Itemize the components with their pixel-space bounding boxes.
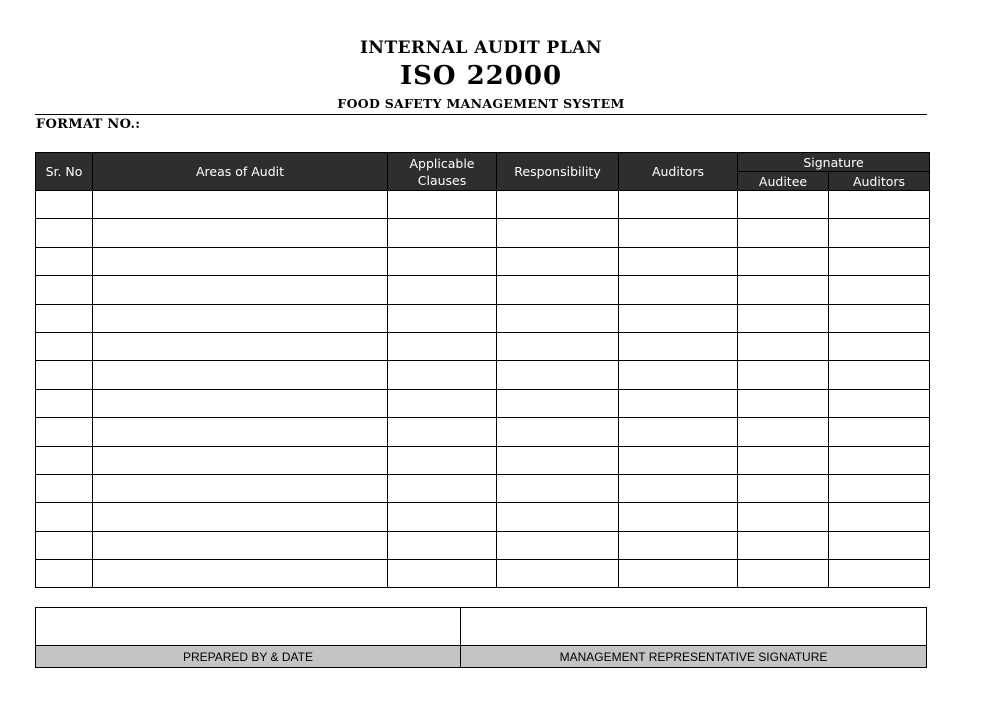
- auditee-signature-cell[interactable]: [738, 191, 829, 219]
- auditors-signature-cell[interactable]: [829, 389, 930, 417]
- header-sr-no: Sr. No: [36, 153, 93, 191]
- applicable-clauses-cell[interactable]: [388, 418, 497, 446]
- sr-no-cell[interactable]: [36, 219, 93, 247]
- header-signature-auditors: Auditors: [829, 172, 930, 191]
- table-row: [36, 474, 930, 502]
- areas-of-audit-cell[interactable]: [93, 276, 388, 304]
- sr-no-cell[interactable]: [36, 332, 93, 360]
- table-row: [36, 247, 930, 275]
- applicable-clauses-cell[interactable]: [388, 503, 497, 531]
- applicable-clauses-cell[interactable]: [388, 247, 497, 275]
- areas-of-audit-cell[interactable]: [93, 474, 388, 502]
- standard-name: ISO 22000: [399, 61, 563, 91]
- auditors-signature-cell[interactable]: [829, 560, 930, 588]
- sr-no-cell[interactable]: [36, 446, 93, 474]
- areas-of-audit-cell[interactable]: [93, 503, 388, 531]
- sr-no-cell[interactable]: [36, 247, 93, 275]
- mr-signature-field[interactable]: [461, 608, 927, 646]
- auditors-signature-cell[interactable]: [829, 361, 930, 389]
- responsibility-cell[interactable]: [497, 219, 619, 247]
- header-divider: [35, 114, 927, 115]
- sr-no-cell[interactable]: [36, 389, 93, 417]
- approval-table: [35, 607, 927, 668]
- auditee-signature-cell[interactable]: [738, 389, 829, 417]
- auditors-signature-cell[interactable]: [829, 531, 930, 559]
- areas-of-audit-cell[interactable]: [93, 191, 388, 219]
- auditors-signature-cell[interactable]: [829, 276, 930, 304]
- applicable-clauses-cell[interactable]: [388, 446, 497, 474]
- auditee-signature-cell[interactable]: [738, 560, 829, 588]
- auditee-signature-cell[interactable]: [738, 332, 829, 360]
- auditors-cell[interactable]: [619, 389, 738, 417]
- auditors-cell[interactable]: [619, 361, 738, 389]
- table-row: [36, 560, 930, 588]
- responsibility-cell[interactable]: [497, 389, 619, 417]
- auditors-cell[interactable]: [619, 418, 738, 446]
- responsibility-cell[interactable]: [497, 560, 619, 588]
- auditors-signature-cell[interactable]: [829, 247, 930, 275]
- table-row: [36, 361, 930, 389]
- table-row: [36, 418, 930, 446]
- prepared-by-signature-field[interactable]: [36, 608, 461, 646]
- auditors-signature-cell[interactable]: [829, 474, 930, 502]
- auditee-signature-cell[interactable]: [738, 219, 829, 247]
- auditee-signature-cell[interactable]: [738, 276, 829, 304]
- areas-of-audit-cell[interactable]: [93, 247, 388, 275]
- sr-no-cell[interactable]: [36, 418, 93, 446]
- areas-of-audit-cell[interactable]: [93, 389, 388, 417]
- auditee-signature-cell[interactable]: [738, 247, 829, 275]
- auditors-cell[interactable]: [619, 332, 738, 360]
- sr-no-cell[interactable]: [36, 503, 93, 531]
- table-row: [36, 191, 930, 219]
- auditors-cell[interactable]: [619, 560, 738, 588]
- prepared-by-label: PREPARED BY & DATE: [36, 646, 461, 668]
- areas-of-audit-cell[interactable]: [93, 531, 388, 559]
- areas-of-audit-cell[interactable]: [93, 560, 388, 588]
- sr-no-cell[interactable]: [36, 361, 93, 389]
- auditors-cell[interactable]: [619, 446, 738, 474]
- applicable-clauses-cell[interactable]: [388, 191, 497, 219]
- auditors-signature-cell[interactable]: [829, 446, 930, 474]
- responsibility-cell[interactable]: [497, 276, 619, 304]
- applicable-clauses-cell[interactable]: [388, 531, 497, 559]
- table-row: [36, 503, 930, 531]
- sr-no-cell[interactable]: [36, 560, 93, 588]
- table-row: [36, 531, 930, 559]
- auditors-cell[interactable]: [619, 219, 738, 247]
- audit-plan-rows: [36, 191, 930, 588]
- auditee-signature-cell[interactable]: [738, 503, 829, 531]
- audit-plan-table: [35, 152, 930, 588]
- auditors-signature-cell[interactable]: [829, 418, 930, 446]
- auditors-cell[interactable]: [619, 304, 738, 332]
- responsibility-cell[interactable]: [497, 332, 619, 360]
- header-applicable-clauses: Applicable Clauses: [388, 153, 497, 191]
- auditee-signature-cell[interactable]: [738, 474, 829, 502]
- header-signature-auditee: Auditee: [738, 172, 829, 191]
- table-row: [36, 389, 930, 417]
- auditors-signature-cell[interactable]: [829, 332, 930, 360]
- responsibility-cell[interactable]: [497, 474, 619, 502]
- header-signature: Signature: [738, 153, 930, 172]
- auditors-signature-cell[interactable]: [829, 304, 930, 332]
- auditors-cell[interactable]: [619, 503, 738, 531]
- format-number-label: FORMAT NO.:: [36, 117, 141, 132]
- applicable-clauses-cell[interactable]: [388, 219, 497, 247]
- system-name: FOOD SAFETY MANAGEMENT SYSTEM: [337, 96, 625, 111]
- mr-signature-label: MANAGEMENT REPRESENTATIVE SIGNATURE: [461, 646, 927, 668]
- sr-no-cell[interactable]: [36, 304, 93, 332]
- table-row: [36, 332, 930, 360]
- auditors-signature-cell[interactable]: [829, 503, 930, 531]
- responsibility-cell[interactable]: [497, 304, 619, 332]
- areas-of-audit-cell[interactable]: [93, 332, 388, 360]
- applicable-clauses-cell[interactable]: [388, 304, 497, 332]
- header-areas-of-audit: Areas of Audit: [93, 153, 388, 191]
- areas-of-audit-cell[interactable]: [93, 361, 388, 389]
- table-row: [36, 304, 930, 332]
- table-row: [36, 276, 930, 304]
- responsibility-cell[interactable]: [497, 191, 619, 219]
- responsibility-cell[interactable]: [497, 503, 619, 531]
- sr-no-cell[interactable]: [36, 474, 93, 502]
- auditors-signature-cell[interactable]: [829, 191, 930, 219]
- areas-of-audit-cell[interactable]: [93, 219, 388, 247]
- responsibility-cell[interactable]: [497, 361, 619, 389]
- auditors-cell[interactable]: [619, 247, 738, 275]
- responsibility-cell[interactable]: [497, 418, 619, 446]
- auditors-cell[interactable]: [619, 531, 738, 559]
- responsibility-cell[interactable]: [497, 446, 619, 474]
- auditors-cell[interactable]: [619, 191, 738, 219]
- responsibility-cell[interactable]: [497, 531, 619, 559]
- applicable-clauses-cell[interactable]: [388, 474, 497, 502]
- applicable-clauses-cell[interactable]: [388, 560, 497, 588]
- document-title: INTERNAL AUDIT PLAN: [359, 38, 603, 58]
- areas-of-audit-cell[interactable]: [93, 418, 388, 446]
- table-row: [36, 446, 930, 474]
- auditee-signature-cell[interactable]: [738, 446, 829, 474]
- applicable-clauses-cell[interactable]: [388, 276, 497, 304]
- responsibility-cell[interactable]: [497, 247, 619, 275]
- auditors-cell[interactable]: [619, 276, 738, 304]
- header-auditors: Auditors: [619, 153, 738, 191]
- applicable-clauses-cell[interactable]: [388, 389, 497, 417]
- header-responsibility: Responsibility: [497, 153, 619, 191]
- table-row: [36, 219, 930, 247]
- applicable-clauses-cell[interactable]: [388, 361, 497, 389]
- auditee-signature-cell[interactable]: [738, 531, 829, 559]
- auditee-signature-cell[interactable]: [738, 418, 829, 446]
- areas-of-audit-cell[interactable]: [93, 304, 388, 332]
- auditee-signature-cell[interactable]: [738, 361, 829, 389]
- sr-no-cell[interactable]: [36, 531, 93, 559]
- auditors-cell[interactable]: [619, 474, 738, 502]
- areas-of-audit-cell[interactable]: [93, 446, 388, 474]
- sr-no-cell[interactable]: [36, 191, 93, 219]
- auditors-signature-cell[interactable]: [829, 219, 930, 247]
- applicable-clauses-cell[interactable]: [388, 332, 497, 360]
- sr-no-cell[interactable]: [36, 276, 93, 304]
- auditee-signature-cell[interactable]: [738, 304, 829, 332]
